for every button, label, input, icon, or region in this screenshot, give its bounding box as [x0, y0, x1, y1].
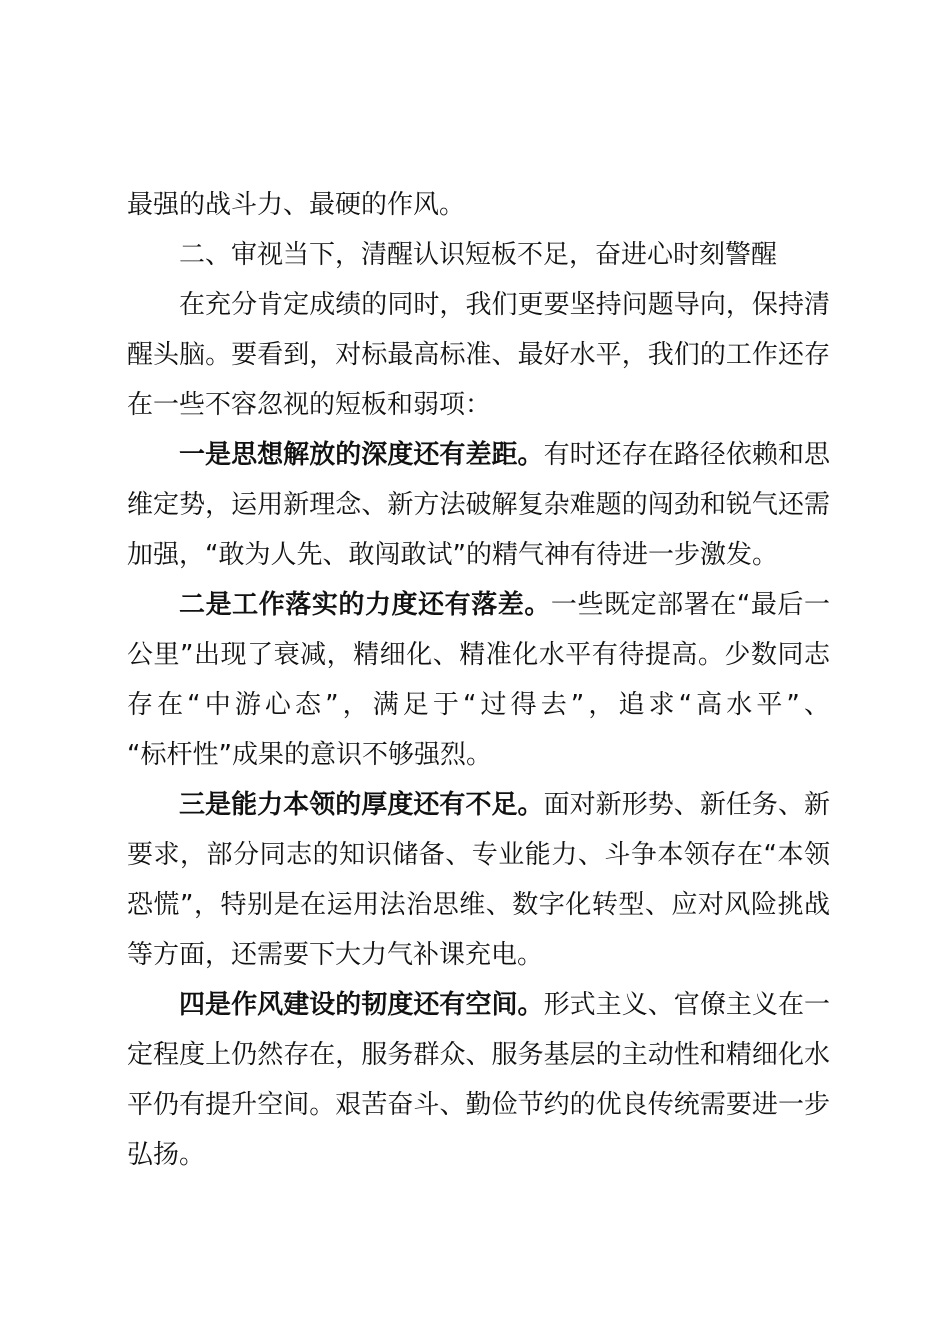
paragraph-line — [127, 680, 830, 730]
paragraph-line — [127, 930, 830, 980]
line-text: 醒头脑。要看到，对标最高标准、最好水平，我们的工作还存 — [127, 340, 830, 370]
line-text: 恐慌”，特别是在运用法治思维、数字化转型、应对风险挑战 — [127, 890, 830, 920]
bold-lead: 一是思想解放的深度还有差距。 — [179, 440, 544, 470]
line-text: 维定势，运用新理念、新方法破解复杂难题的闯劲和锐气还需 — [127, 490, 830, 520]
paragraph-line — [127, 330, 830, 380]
bold-lead: 四是作风建设的韧度还有空间。 — [179, 990, 544, 1020]
paragraph-line — [127, 880, 830, 930]
line-text: 弘扬。 — [127, 1140, 206, 1170]
paragraph-line — [179, 580, 830, 630]
paragraph-line — [127, 1080, 830, 1130]
line-text: 要求，部分同志的知识储备、专业能力、斗争本领存在“本领 — [127, 840, 830, 870]
line-text: 定程度上仍然存在，服务群众、服务基层的主动性和精细化水 — [127, 1040, 830, 1070]
line-text: 一些既定部署在“最后一 — [550, 590, 830, 620]
paragraph-line — [127, 180, 830, 230]
line-text: 面对新形势、新任务、新 — [543, 790, 830, 820]
paragraph-line — [127, 380, 830, 430]
line-text: 等方面，还需要下大力气补课充电。 — [127, 940, 544, 970]
heading-text: 二、审视当下，清醒认识短板不足，奋进心时刻警醒 — [179, 240, 778, 270]
paragraph-line — [127, 1130, 830, 1180]
paragraph-line — [179, 430, 830, 480]
section-heading — [179, 230, 830, 280]
line-text: 加强，“敢为人先、敢闯敢试”的精气神有待进一步激发。 — [127, 540, 778, 570]
line-text: 最强的战斗力、最硬的作风。 — [127, 190, 466, 220]
paragraph-line — [127, 730, 830, 780]
paragraph-line — [127, 1030, 830, 1080]
line-text: 在一些不容忽视的短板和弱项： — [127, 390, 492, 420]
paragraph-line — [127, 480, 830, 530]
line-text: 有时还存在路径依赖和思 — [543, 440, 830, 470]
line-text: 存在“中游心态”，满足于“过得去”，追求“高水平”、 — [127, 690, 830, 720]
paragraph-line — [179, 280, 830, 330]
paragraph-line — [127, 530, 830, 580]
line-text: 公里”出现了衰减，精细化、精准化水平有待提高。少数同志 — [127, 640, 830, 670]
line-text: “标杆性”成果的意识不够强烈。 — [127, 740, 492, 770]
paragraph-line — [127, 630, 830, 680]
bold-lead: 二是工作落实的力度还有落差。 — [179, 590, 551, 620]
line-text: 形式主义、官僚主义在一 — [543, 990, 830, 1020]
bold-lead: 三是能力本领的厚度还有不足。 — [179, 790, 544, 820]
paragraph-line — [179, 780, 830, 830]
line-text: 平仍有提升空间。艰苦奋斗、勤俭节约的优良传统需要进一步 — [127, 1090, 830, 1120]
paragraph-line — [179, 980, 830, 1030]
paragraph-line — [127, 830, 830, 880]
line-text: 在充分肯定成绩的同时，我们更要坚持问题导向，保持清 — [179, 290, 830, 320]
